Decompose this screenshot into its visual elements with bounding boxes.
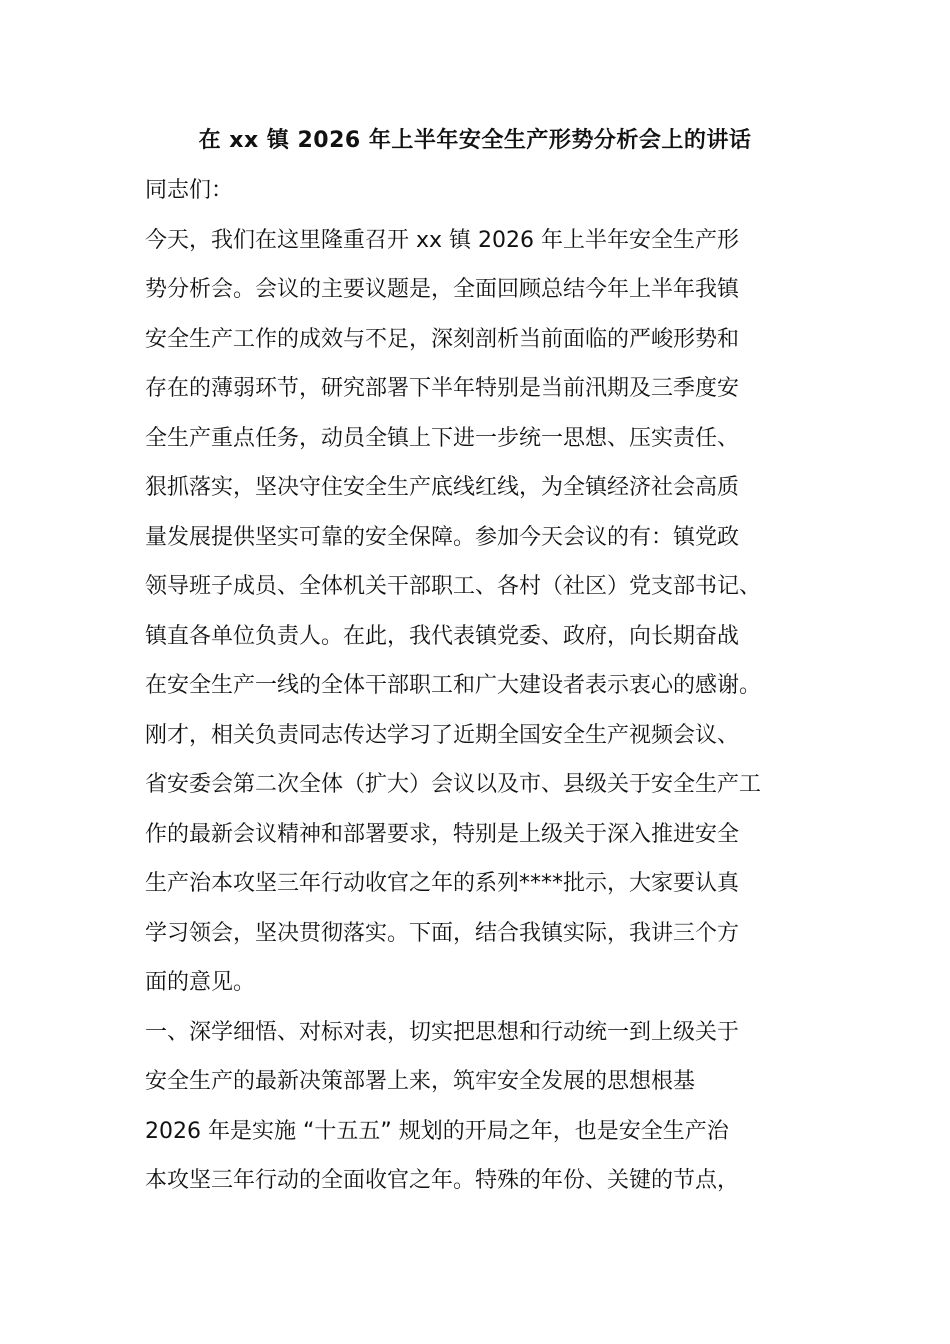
section-heading-line: 一、深学细悟、对标对表，切实把思想和行动统一到上级关于 (145, 1019, 740, 1045)
document-title: 在 xx 镇 2026 年上半年安全生产形势分析会上的讲话 (198, 128, 752, 153)
text-line: 本攻坚三年行动的全面收官之年。特殊的年份、关键的节点， (145, 1168, 740, 1193)
document-body (145, 166, 825, 1206)
text-line: 镇直各单位负责人。在此，我代表镇党委、政府，向长期奋战 (145, 623, 740, 649)
text-line: 量发展提供坚实可靠的安全保障。参加今天会议的有：镇党政 (145, 524, 740, 550)
text-line: 同志们： (145, 178, 234, 203)
text-line: 全生产重点任务，动员全镇上下进一步统一思想、压实责任、 (145, 425, 740, 451)
text-line: 生产治本攻坚三年行动收官之年的系列****批示，大家要认真 (145, 871, 740, 896)
text-line: 势分析会。会议的主要议题是，全面回顾总结今年上半年我镇 (145, 277, 740, 302)
text-line: 在安全生产一线的全体干部职工和广大建设者表示衷心的感谢。 (145, 673, 762, 698)
section-heading-line: 安全生产的最新决策部署上来，筑牢安全发展的思想根基 (145, 1069, 696, 1094)
text-line: 存在的薄弱环节，研究部署下半年特别是当前汛期及三季度安 (145, 376, 740, 401)
text-line: 刚才，相关负责同志传达学习了近期全国安全生产视频会议、 (145, 722, 740, 748)
text-line: 省安委会第二次全体（扩大）会议以及市、县级关于安全生产工 (145, 772, 762, 797)
text-line: 领导班子成员、全体机关干部职工、各村（社区）党支部书记、 (145, 574, 762, 599)
text-line: 今天，我们在这里隆重召开 xx 镇 2026 年上半年安全生产形 (145, 227, 740, 253)
text-line: 面的意见。 (145, 970, 256, 995)
text-line: 狠抓落实，坚决守住安全生产底线红线，为全镇经济社会高质 (145, 475, 740, 500)
text-line: 安全生产工作的成效与不足，深刻剖析当前面临的严峻形势和 (145, 326, 740, 352)
text-line: 学习领会，坚决贯彻落实。下面，结合我镇实际，我讲三个方 (145, 920, 740, 946)
text-line: 2026 年是实施 “十五五” 规划的开局之年，也是安全生产治 (145, 1118, 729, 1144)
text-line: 作的最新会议精神和部署要求，特别是上级关于深入推进安全 (145, 821, 740, 847)
